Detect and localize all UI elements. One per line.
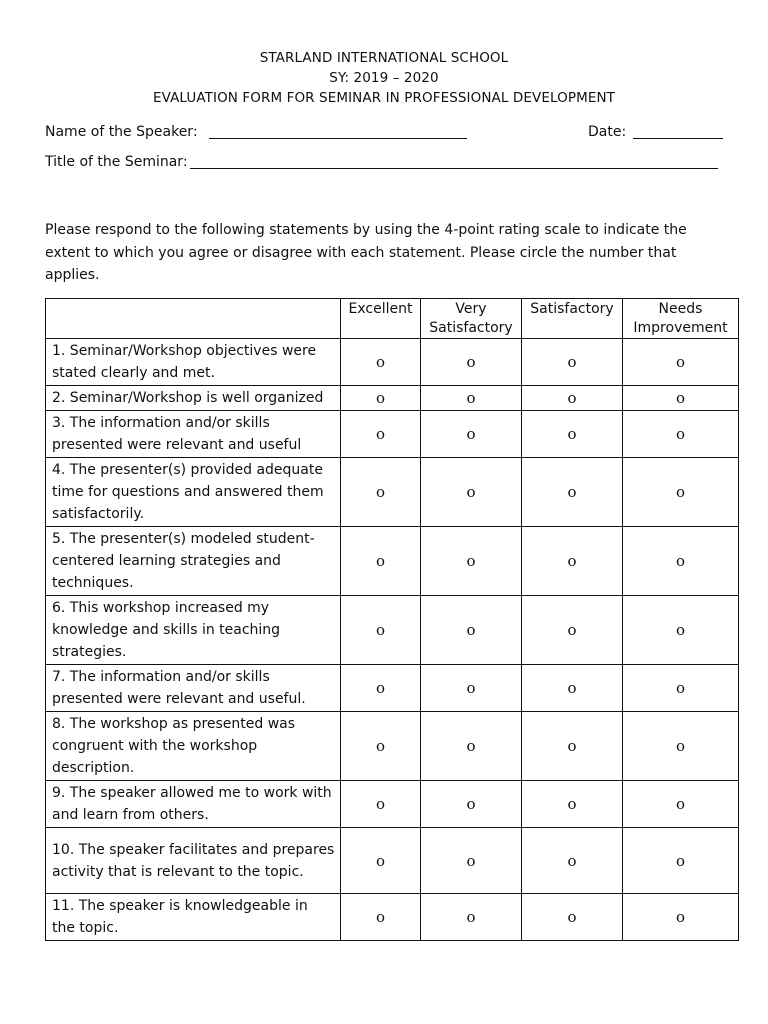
rating-option-circle[interactable]: o <box>466 389 476 407</box>
table-row <box>46 527 739 596</box>
statement-cell: 11. The speaker is knowledgeable in the topic. <box>46 894 341 941</box>
rating-option-cell <box>421 386 522 411</box>
rating-option-cell <box>341 712 421 781</box>
rating-option-circle[interactable]: o <box>466 737 476 755</box>
rating-option-circle[interactable]: o <box>675 851 686 870</box>
speaker-label: Name of the Speaker: <box>45 124 198 140</box>
rating-option-circle[interactable]: o <box>375 908 386 926</box>
rating-option-circle[interactable]: o <box>675 737 686 755</box>
statement-cell: 2. Seminar/Workshop is well organized <box>46 386 341 411</box>
speaker-date-row <box>45 122 725 144</box>
seminar-title-row <box>45 152 725 174</box>
statement-cell: 4. The presenter(s) provided adequate time for questions and answered them satisfactorily. <box>46 458 341 527</box>
table-row <box>46 458 739 527</box>
statement-cell: 9. The speaker allowed me to work with and learn from others. <box>46 781 341 828</box>
table-row <box>46 894 739 941</box>
rating-option-cell <box>623 386 739 411</box>
column-header-excellent: Excellent <box>341 299 421 339</box>
rating-option-cell <box>421 712 522 781</box>
table-row <box>46 828 739 894</box>
statement-cell: 1. Seminar/Workshop objectives were stated clearly and met. <box>46 339 341 386</box>
rating-option-cell <box>341 894 421 941</box>
rating-option-cell <box>421 828 522 894</box>
rating-option-cell <box>341 596 421 665</box>
rating-option-cell <box>623 411 739 458</box>
rating-option-cell <box>522 665 623 712</box>
rating-option-cell <box>421 894 522 941</box>
rating-option-circle[interactable]: o <box>466 621 476 639</box>
statement-column-header <box>46 299 341 339</box>
rating-option-cell <box>421 458 522 527</box>
rating-option-cell <box>623 339 739 386</box>
table-row <box>46 712 739 781</box>
rating-option-circle[interactable]: o <box>375 795 386 813</box>
table-row <box>46 339 739 386</box>
rating-option-circle[interactable]: o <box>567 425 577 443</box>
rating-option-cell <box>522 411 623 458</box>
rating-option-circle[interactable]: o <box>375 353 386 371</box>
statement-cell: 6. This workshop increased my knowledge and skills in teaching strategies. <box>46 596 341 665</box>
rating-option-cell <box>623 712 739 781</box>
statement-cell: 8. The workshop as presented was congruent with the workshop description. <box>46 712 341 781</box>
rating-option-circle[interactable]: o <box>567 353 577 371</box>
rating-option-cell <box>623 828 739 894</box>
rating-option-circle[interactable]: o <box>567 552 577 570</box>
date-label: Date: <box>588 124 627 140</box>
speaker-name-blank[interactable] <box>209 138 467 139</box>
rating-option-cell <box>421 527 522 596</box>
rating-table-body <box>46 339 739 941</box>
column-header-very-satisfactory: Very Satisfactory <box>421 299 522 339</box>
table-row <box>46 386 739 411</box>
rating-option-circle[interactable]: o <box>375 389 386 407</box>
rating-option-circle[interactable]: o <box>675 552 686 570</box>
rating-option-circle[interactable]: o <box>375 679 386 697</box>
statement-cell: 7. The information and/or skills presented were relevant and useful. <box>46 665 341 712</box>
rating-option-cell <box>421 596 522 665</box>
statement-cell: 5. The presenter(s) modeled student-centered learning strategies and techniques. <box>46 527 341 596</box>
rating-option-cell <box>421 411 522 458</box>
rating-option-circle[interactable]: o <box>375 425 386 443</box>
rating-option-circle[interactable]: o <box>466 483 476 501</box>
rating-option-circle[interactable]: o <box>567 389 577 407</box>
school-name: STARLAND INTERNATIONAL SCHOOL <box>259 50 509 66</box>
rating-option-cell <box>341 781 421 828</box>
rating-option-cell <box>341 665 421 712</box>
rating-option-cell <box>341 527 421 596</box>
rating-option-circle[interactable]: o <box>466 353 476 371</box>
rating-option-cell <box>522 894 623 941</box>
table-row <box>46 781 739 828</box>
rating-option-circle[interactable]: o <box>466 679 476 697</box>
rating-option-cell <box>341 458 421 527</box>
rating-option-circle[interactable]: o <box>466 795 476 813</box>
seminar-title-label: Title of the Seminar: <box>45 154 188 170</box>
rating-option-circle[interactable]: o <box>567 737 577 755</box>
form-header <box>0 48 768 108</box>
rating-header-row <box>46 299 739 339</box>
rating-option-circle[interactable]: o <box>567 483 577 501</box>
rating-option-cell <box>623 665 739 712</box>
rating-option-circle[interactable]: o <box>675 353 686 371</box>
rating-option-circle[interactable]: o <box>675 483 686 501</box>
rating-option-circle[interactable]: o <box>567 621 577 639</box>
rating-option-cell <box>522 339 623 386</box>
seminar-title-blank[interactable] <box>190 168 718 169</box>
rating-option-circle[interactable]: o <box>567 908 577 926</box>
date-blank[interactable] <box>633 138 723 139</box>
school-year: SY: 2019 – 2020 <box>329 70 439 86</box>
rating-option-cell <box>421 781 522 828</box>
rating-option-cell <box>522 781 623 828</box>
rating-option-circle[interactable]: o <box>675 425 686 443</box>
rating-option-cell <box>421 339 522 386</box>
rating-option-circle[interactable]: o <box>675 389 686 407</box>
rating-option-cell <box>623 894 739 941</box>
rating-option-circle[interactable]: o <box>466 425 476 443</box>
rating-option-circle[interactable]: o <box>567 679 577 697</box>
column-header-satisfactory: Satisfactory <box>522 299 623 339</box>
table-row <box>46 665 739 712</box>
rating-option-circle[interactable]: o <box>375 483 386 501</box>
rating-option-circle[interactable]: o <box>466 908 476 926</box>
rating-option-cell <box>341 386 421 411</box>
rating-option-cell <box>421 665 522 712</box>
rating-option-cell <box>623 527 739 596</box>
rating-option-circle[interactable]: o <box>375 737 386 755</box>
rating-option-cell <box>522 386 623 411</box>
rating-option-cell <box>623 458 739 527</box>
rating-option-cell <box>522 828 623 894</box>
rating-option-cell <box>522 712 623 781</box>
rating-option-cell <box>522 527 623 596</box>
statement-cell: 10. The speaker facilitates and prepares activity that is relevant to the topic. <box>46 828 341 894</box>
instructions-paragraph: Please respond to the following statements by using the 4-point rating scale to indicate the extent to which you agree or disagree with each statement. Please circle the number that applies. <box>45 222 687 283</box>
rating-option-circle[interactable]: o <box>466 552 476 570</box>
rating-option-cell <box>341 339 421 386</box>
table-row <box>46 411 739 458</box>
rating-option-circle[interactable]: o <box>675 621 686 639</box>
rating-option-circle[interactable]: o <box>567 851 577 870</box>
rating-option-circle[interactable]: o <box>375 552 386 570</box>
rating-option-cell <box>341 411 421 458</box>
rating-option-circle[interactable]: o <box>567 795 577 813</box>
rating-option-cell <box>341 828 421 894</box>
rating-option-cell <box>623 781 739 828</box>
rating-option-cell <box>522 458 623 527</box>
rating-option-circle[interactable]: o <box>675 795 686 813</box>
form-title: EVALUATION FORM FOR SEMINAR IN PROFESSIONAL DEVELOPMENT <box>152 90 616 106</box>
rating-option-cell <box>623 596 739 665</box>
rating-option-circle[interactable]: o <box>375 621 386 639</box>
rating-option-circle[interactable]: o <box>675 908 686 926</box>
rating-option-circle[interactable]: o <box>466 851 476 870</box>
rating-option-circle[interactable]: o <box>675 679 686 697</box>
rating-option-circle[interactable]: o <box>375 851 386 870</box>
rating-table <box>45 298 739 941</box>
table-row <box>46 596 739 665</box>
column-header-needs-improvement: Needs Improvement <box>623 299 739 339</box>
rating-option-cell <box>522 596 623 665</box>
statement-cell: 3. The information and/or skills presented were relevant and useful <box>46 411 341 458</box>
